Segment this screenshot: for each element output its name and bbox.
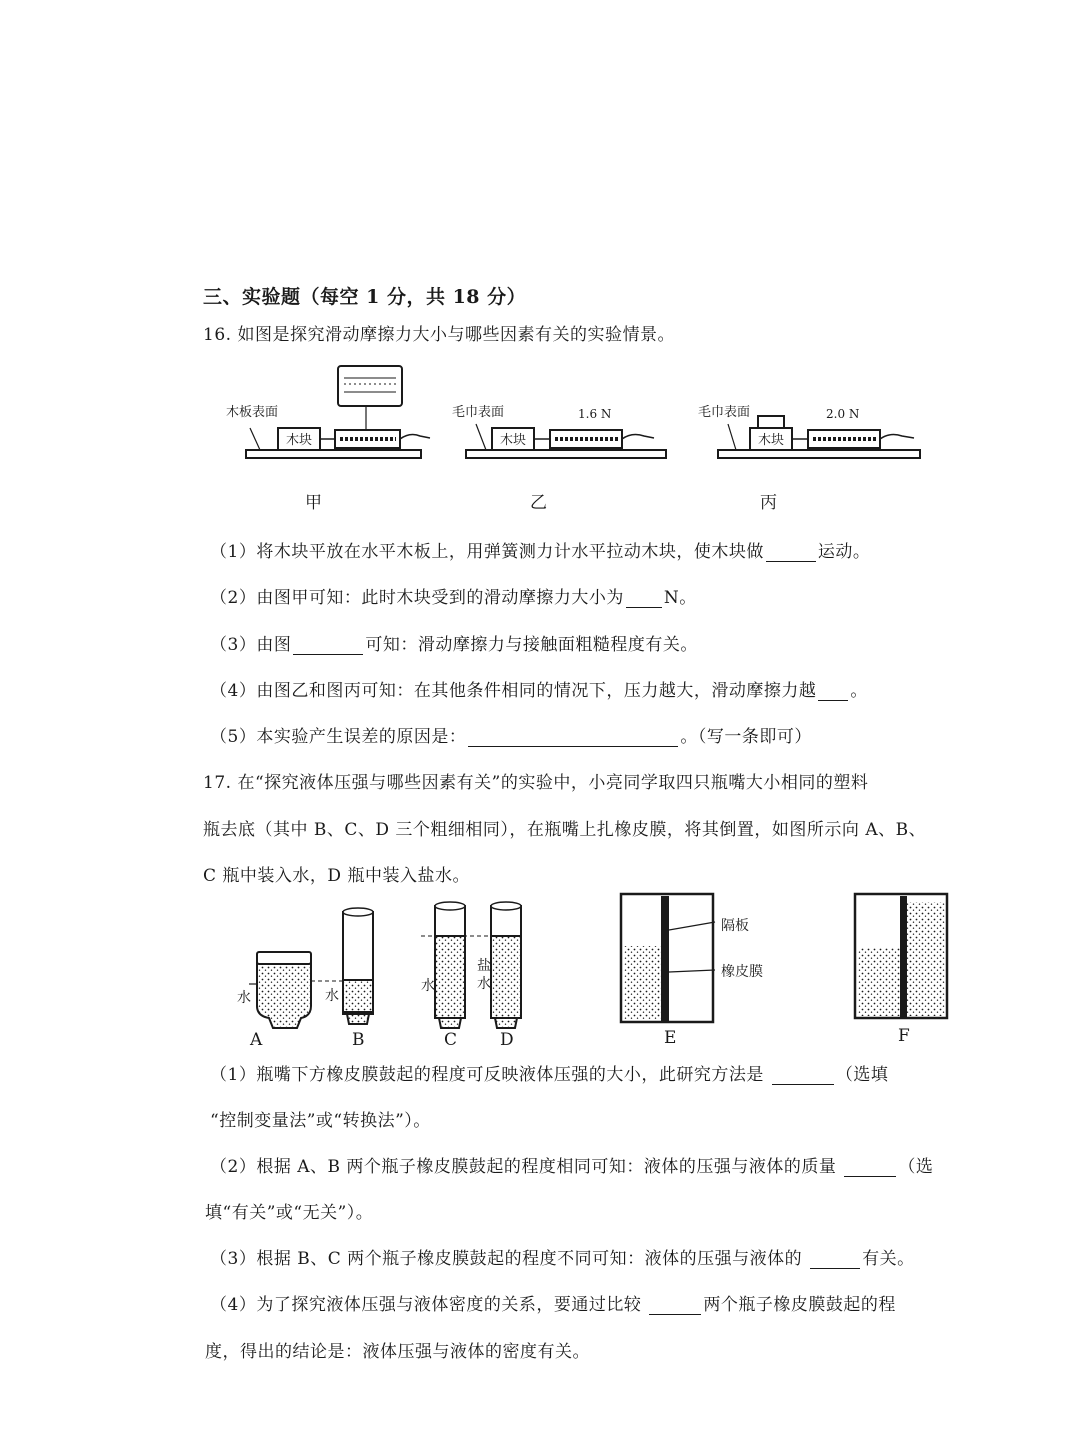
q17-part-4-line-2: 度，得出的结论是：液体压强与液体的密度有关。 (205, 1342, 590, 1362)
q17-stem-line-2: 瓶去底（其中 B、C、D 三个粗细相同），在瓶嘴上扎橡皮膜，将其倒置，如图所示向 A、B、 (203, 820, 927, 840)
answer-blank[interactable] (810, 1250, 860, 1269)
bottle-d (491, 902, 521, 1028)
yi-block-label: 木块 (499, 433, 527, 448)
answer-blank[interactable] (293, 636, 363, 655)
answer-blank[interactable] (626, 589, 662, 608)
q16-part-2: （2）由图甲可知：此时木块受到的滑动摩擦力大小为 N。 (210, 588, 697, 608)
yi-surface-label: 毛巾表面 (452, 405, 505, 420)
q17-part-1-line-1: （1）瓶嘴下方橡皮膜鼓起的程度可反映液体压强的大小，此研究方法是 （选填 (210, 1065, 889, 1085)
q16-part-3: （3）由图 可知：滑动摩擦力与接触面粗糙程度有关。 (210, 635, 698, 655)
container-e (621, 894, 715, 1022)
jia-surface-label: 木板表面 (226, 405, 279, 420)
answer-blank[interactable] (818, 682, 848, 701)
label-water-a: 水 (237, 990, 251, 1006)
q17-part-2-line-2: 填“有关”或“无关”）。 (205, 1203, 374, 1223)
yi-force-label: 1.6 N (578, 407, 612, 421)
answer-blank[interactable] (844, 1158, 896, 1177)
label-water-c: 水 (421, 978, 435, 994)
q16-part-5: （5）本实验产生误差的原因是： 。（写一条即可） (210, 727, 812, 747)
q16-part-4: （4）由图乙和图丙可知：在其他条件相同的情况下，压力越大，滑动摩擦力越 。 (210, 681, 868, 701)
caption-bing: 丙 (760, 493, 777, 513)
caption-jia: 甲 (305, 493, 322, 513)
label-a: A (250, 1030, 263, 1050)
bing-surface-label: 毛巾表面 (698, 405, 751, 420)
answer-blank[interactable] (649, 1296, 701, 1315)
label-partition: 隔板 (721, 918, 749, 934)
q17-part-4-line-1: （4）为了探究液体压强与液体密度的关系，要通过比较 两个瓶子橡皮膜鼓起的程 (210, 1295, 896, 1315)
label-f: F (898, 1026, 910, 1046)
q16-stem: 16. 如图是探究滑动摩擦力大小与哪些因素有关的实验情景。 (203, 325, 675, 345)
answer-blank[interactable] (772, 1066, 834, 1085)
bottle-c (435, 902, 465, 1028)
section-title: 三、实验题（每空 1 分，共 18 分） (203, 286, 527, 308)
bottle-b (343, 908, 373, 1024)
label-b: B (352, 1030, 365, 1050)
q17-part-1-line-2: “控制变量法”或“转换法”）。 (210, 1111, 431, 1131)
figure-jia (226, 366, 430, 458)
figure-bing (698, 404, 920, 458)
bing-force-label: 2.0 N (826, 407, 860, 421)
label-e: E (664, 1028, 677, 1048)
answer-blank[interactable] (468, 728, 678, 747)
q16-friction-figure (220, 362, 940, 477)
label-c: C (444, 1030, 458, 1050)
answer-blank[interactable] (766, 543, 816, 562)
jia-block-label: 木块 (285, 433, 313, 448)
q17-part-2-line-1: （2）根据 A、B 两个瓶子橡皮膜鼓起的程度相同可知：液体的压强与液体的质量 （选 (210, 1157, 934, 1177)
q16-part-1: （1）将木块平放在水平木板上，用弹簧测力计水平拉动木块，使木块做 运动。 (210, 542, 871, 562)
q17-part-3: （3）根据 B、C 两个瓶子橡皮膜鼓起的程度不同可知：液体的压强与液体的 有关。 (210, 1249, 915, 1269)
q17-stem-line-3: C 瓶中装入水，D 瓶中装入盐水。 (203, 866, 470, 886)
caption-yi: 乙 (530, 493, 547, 513)
q17-pressure-figure (225, 888, 965, 1048)
bottle-a (249, 952, 311, 1028)
label-salt-2: 水 (477, 976, 491, 992)
figure-yi (452, 404, 666, 458)
container-f (855, 894, 947, 1018)
label-d: D (500, 1030, 514, 1050)
label-salt-1: 盐 (477, 958, 491, 974)
bing-block-label: 木块 (757, 433, 785, 448)
label-membrane: 橡皮膜 (721, 964, 763, 980)
label-water-b: 水 (325, 988, 339, 1004)
q17-stem-line-1: 17. 在“探究液体压强与哪些因素有关”的实验中，小亮同学取四只瓶嘴大小相同的塑料 (203, 773, 869, 793)
